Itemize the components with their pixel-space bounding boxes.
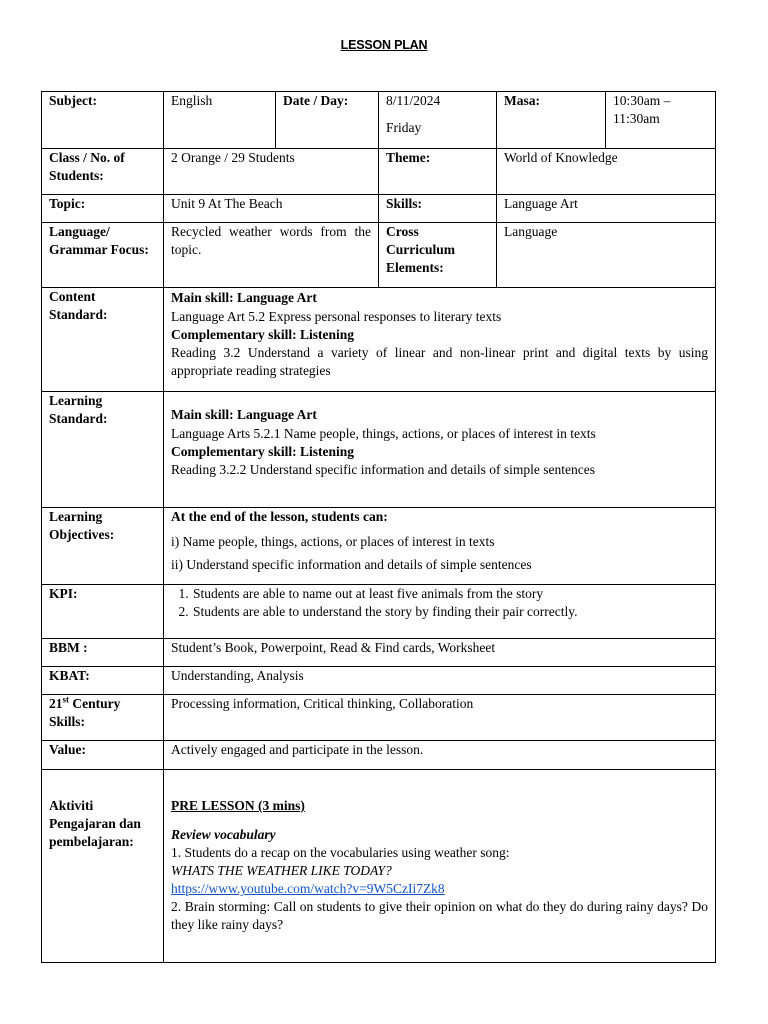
activity-step-2: 2. Brain storming: Call on students to give their opinion on what do they do during rainy days? Do they like rainy days? [171,899,708,932]
page-title: LESSON PLAN [340,38,428,52]
kbat-value: Understanding, Analysis [164,667,716,695]
skills-value: Language Art [497,195,716,223]
subject-row [42,92,716,149]
kpi-label: KPI: [42,585,164,639]
learning-main-text: Language Arts 5.2.1 Name people, things, actions, or places of interest in texts [171,426,596,441]
objective-item: ii) Understand specific information and details of simple sentences [171,557,532,572]
grammar-label: Language/ Grammar Focus: [42,223,164,288]
learning-standard-cell [164,392,716,508]
cross-curriculum-label: Cross Curriculum Elements: [379,223,497,288]
bbm-row [42,639,716,667]
masa-value: 10:30am – 11:30am [606,92,716,149]
kbat-row [42,667,716,695]
bbm-value: Student’s Book, Powerpoint, Read & Find cards, Worksheet [164,639,716,667]
objectives-row [42,508,716,585]
topic-row [42,195,716,223]
class-row [42,149,716,195]
value-value: Actively engaged and participate in the lesson. [164,741,716,770]
subject-value: English [164,92,276,149]
century-skills-row [42,695,716,741]
review-vocabulary-heading: Review vocabulary [171,827,276,842]
content-comp-skill: Complementary skill: Listening [171,327,355,342]
value-label: Value: [42,741,164,770]
century-skills-value: Processing information, Critical thinking, Collaboration [164,695,716,741]
activities-label: Aktiviti Pengajaran dan pembelajaran: [42,770,164,963]
content-standard-row [42,288,716,392]
skills-label: Skills: [379,195,497,223]
date-label: Date / Day: [276,92,379,149]
content-main-skill: Main skill: Language Art [171,290,317,305]
kbat-label: KBAT: [42,667,164,695]
content-comp-text: Reading 3.2 Understand a variety of linear and non-linear print and digital texts by using appropriate reading strategies [171,345,708,378]
kpi-row [42,585,716,639]
youtube-link[interactable]: https://www.youtube.com/watch?v=9W5CzIi7Zk8 [171,881,445,896]
learning-comp-text: Reading 3.2.2 Understand specific information and details of simple sentences [171,462,596,477]
content-standard-label: Content Standard: [42,288,164,392]
bbm-label: BBM : [42,639,164,667]
masa-label: Masa: [497,92,606,149]
objectives-cell [164,508,716,585]
pre-lesson-heading: PRE LESSON (3 mins) [171,798,305,813]
learning-standard-row [42,392,716,508]
topic-value: Unit 9 At The Beach [164,195,379,223]
class-label: Class / No. of Students: [42,149,164,195]
kpi-cell [164,585,716,639]
activities-cell [164,770,716,963]
learning-comp-skill: Complementary skill: Listening [171,444,355,459]
objectives-intro: At the end of the lesson, students can: [171,509,388,524]
song-title: WHATS THE WEATHER LIKE TODAY? [171,863,392,878]
content-standard-cell [164,288,716,392]
grammar-value: Recycled weather words from the topic. [164,223,379,288]
learning-standard-label: Learning Standard: [42,392,164,508]
day-value: Friday [386,120,422,135]
objectives-label: Learning Objectives: [42,508,164,585]
lesson-plan-table [41,91,716,963]
activities-row [42,770,716,963]
date-cell [379,92,497,149]
theme-value: World of Knowledge [497,149,716,195]
content-main-text: Language Art 5.2 Express personal responses to literary texts [171,309,502,324]
theme-label: Theme: [379,149,497,195]
date-value: 8/11/2024 [386,93,441,108]
grammar-row [42,223,716,288]
kpi-list [171,585,708,621]
value-row [42,741,716,770]
learning-main-skill: Main skill: Language Art [171,407,317,422]
objective-item: i) Name people, things, actions, or places of interest in texts [171,534,495,549]
century-skills-label: 21st Century Skills: [42,695,164,741]
class-value: 2 Orange / 29 Students [164,149,379,195]
cross-curriculum-value: Language [497,223,716,288]
topic-label: Topic: [42,195,164,223]
kpi-item: 1. Students are able to name out at least five animals from the story [192,585,708,603]
activity-step-1: 1. Students do a recap on the vocabularies using weather song: [171,845,510,860]
kpi-item: 2. Students are able to understand the story by finding their pair correctly. [192,603,708,621]
subject-label: Subject: [42,92,164,149]
